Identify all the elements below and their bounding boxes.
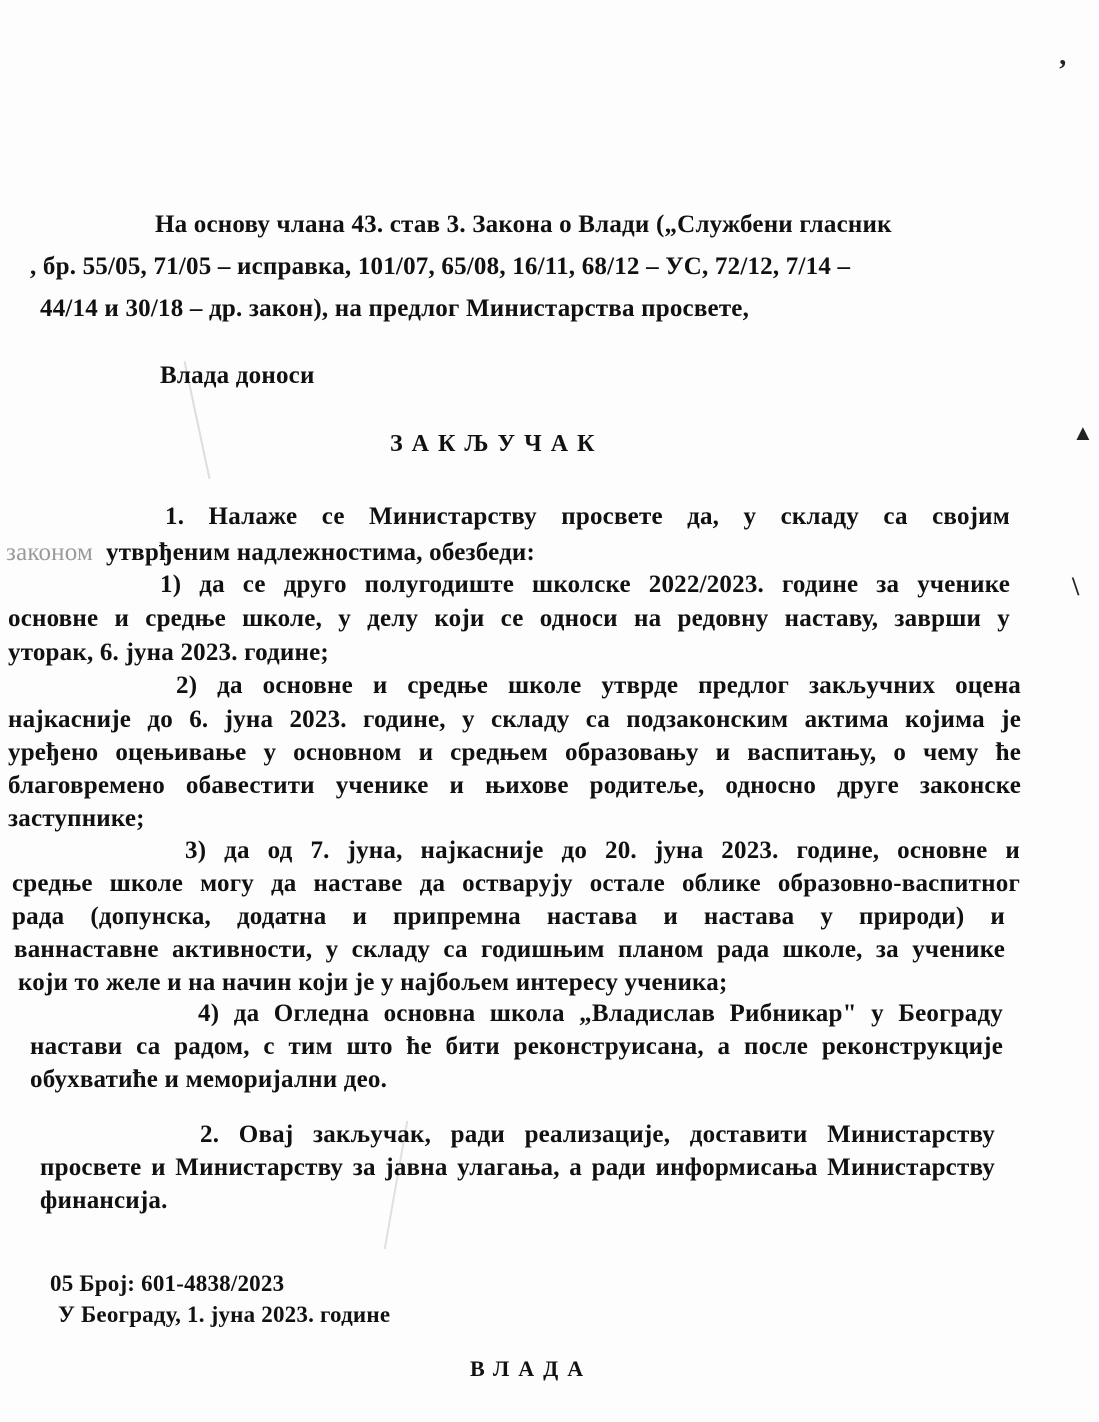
item3-line-1: 3) да од 7. јуна, најкасније до 20. јуна 2023. године, основне и [185,837,1020,864]
scan-speck: ‚ [1058,40,1068,71]
scan-speck: ▲ [1072,420,1094,445]
item2-line-5: заступнике; [8,805,145,832]
item2-line-3: уређено оцењивање у основном и средњем образовању и васпитању, о чему ће [8,739,1021,766]
item2-line-1: 2) да основне и средње школе утврде предлог закључних оцена [176,672,1021,699]
item1-line-3: уторак, 6. јуна 2023. године; [8,639,329,666]
signature-block: ВЛАДА [470,1356,593,1381]
preamble-line-1: На основу члана 43. став 3. Закона о Влади („Службени гласник [155,211,892,238]
item4-line-3: обухватиће и меморијални део. [30,1066,388,1093]
item1-line-2: основне и средње школе, у делу који се односи на редовну наставу, заврши у [8,605,1010,632]
preamble-line-3: 44/14 и 30/18 – др. закон), на предлог Министарства просвете, [40,295,750,322]
item4-line-2: настави са радом, с тим што ће бити реконструисана, а после реконструкције [30,1033,1003,1060]
item4-line-1: 4) да Огледна основна школа „Владислав Рибникар" у Београду [198,1000,1003,1027]
point2-line-2: просвете и Министарству за јавна улагања, а ради информисања Министарству [40,1154,995,1181]
item3-line-5: који то желе и на начин који је у најбољем интересу ученика; [18,969,728,996]
point1-intro-prefix: законом [6,539,93,566]
point2-line-1: 2. Овај закључак, ради реализације, доставити Министарству [200,1121,995,1148]
point2-line-3: финансија. [40,1187,168,1214]
document-number: 05 Број: 601-4838/2023 [50,1271,285,1296]
intro-text: Влада доноси [160,362,315,389]
item3-line-3: рада (допунска, додатна и припремна настава и настава у природи) и [12,903,1005,930]
item2-line-2: најкасније до 6. јуна 2023. године, у складу са подзаконским актима којима је [8,706,1021,733]
item3-line-2: средње школе могу да наставе да остварују остале облике образовно-васпитног [12,870,1020,897]
document-title: ЗАКЉУЧАК [390,431,604,457]
point1-intro-line-1: 1. Налаже се Министарству просвете да, у складу са својим [165,503,1010,530]
point1-intro-line-2: утврђеним надлежностима, обезбеди: [106,539,536,566]
preamble-line-2: , бр. 55/05, 71/05 – исправка, 101/07, 65/08, 16/11, 68/12 – УС, 72/12, 7/14 – [30,253,851,280]
item1-line-1: 1) да се друго полугодиште школске 2022/2023. године за ученике [160,571,1010,598]
item3-line-4: ваннаставне активности, у складу са годишњим планом рада школе, за ученике [14,936,1005,963]
item2-line-4: благовремено обавестити ученике и њихове родитеље, односно друге законске [8,772,1021,799]
place-date: У Београду, 1. јуна 2023. године [58,1302,391,1327]
scan-speck: \ [1072,572,1080,601]
